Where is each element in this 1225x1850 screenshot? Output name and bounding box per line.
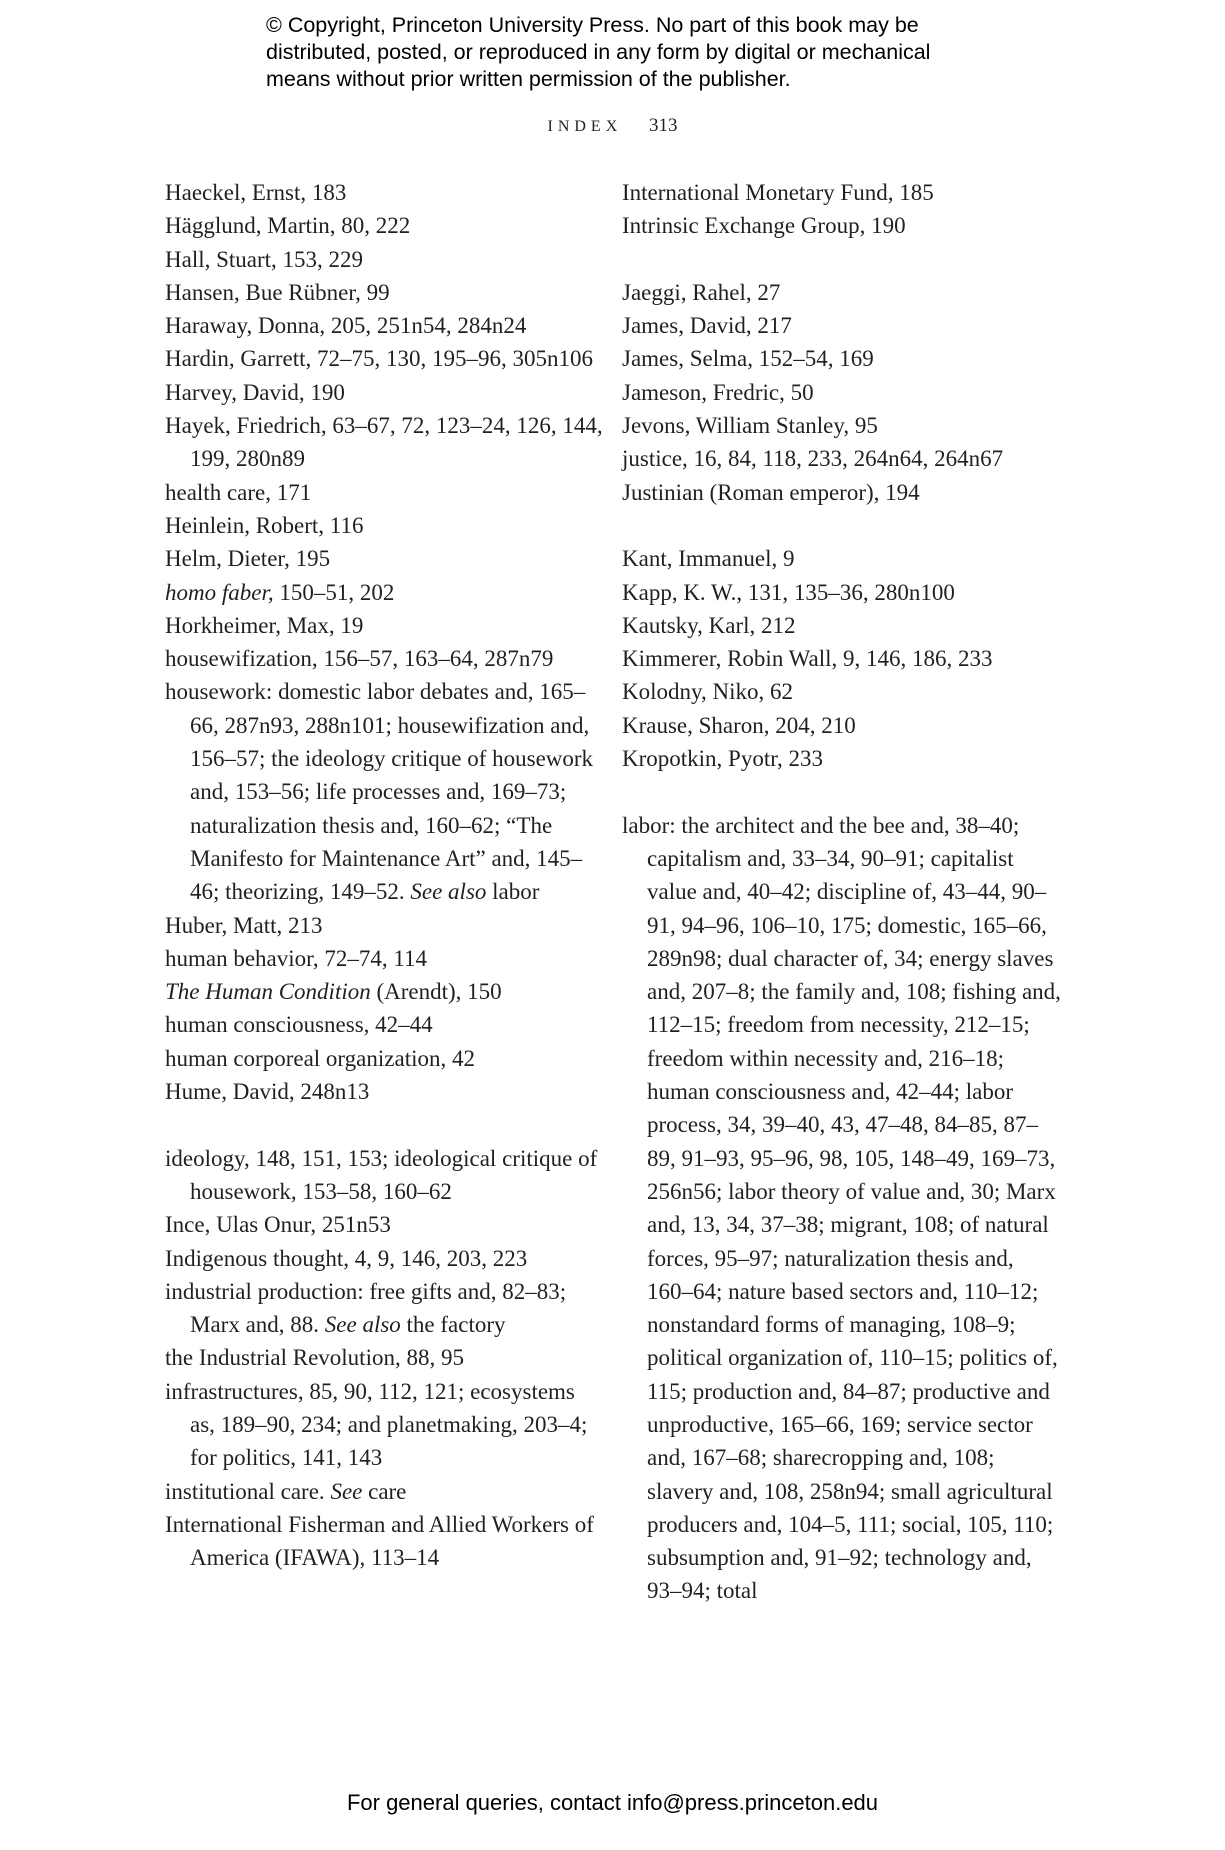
entry-text: human behavior, 72–74, 114	[165, 945, 428, 971]
index-entry	[622, 176, 1062, 209]
entry-text: Heinlein, Robert, 116	[165, 512, 364, 538]
letter-group-gap	[165, 1108, 605, 1141]
entry-text: Kant, Immanuel, 9	[622, 546, 795, 572]
footer-contact: For general queries, contact info@press.princeton.edu	[346, 1790, 879, 1815]
see-also-label: See also	[324, 1312, 401, 1338]
copyright-notice	[266, 12, 1026, 93]
entry-text: justice, 16, 84, 118, 233, 264n64, 264n67	[622, 446, 1004, 472]
entry-text: health care, 171	[165, 479, 312, 505]
index-entry	[165, 1508, 605, 1575]
index-entry	[165, 376, 605, 409]
entry-text: Hayek, Friedrich, 63–67, 72, 123–24, 126, 144, 199, 280n89	[165, 413, 603, 472]
entry-text: the Industrial Revolution, 88, 95	[165, 1345, 464, 1371]
letter-group-gap	[622, 775, 1062, 808]
entry-text: Jevons, William Stanley, 95	[622, 413, 878, 439]
index-entry	[165, 1042, 605, 1075]
index-entry	[165, 1208, 605, 1241]
entry-text: institutional care.	[165, 1478, 331, 1504]
index-entry	[622, 809, 1062, 1608]
entry-text: International Monetary Fund, 185	[622, 180, 934, 205]
index-entry	[165, 675, 605, 908]
entry-text: labor: the architect and the bee and, 38–40; capitalism and, 33–34, 90–91; capitalist value and, 40–42; discipline of, 43–44, 90–91, 94–96, 106–10, 175; domestic, 165–66, 289n98; dual character of, 34; energy slaves and, 207–8; the family and, 108; fishing and, 112–15; freedom from necessity, 212–15; freedom within necessity and, 216–18; human consciousness and, 42–44; labor process, 34, 39–40, 43, 47–48, 84–85, 87–89, 91–93, 95–96, 98, 105, 148–49, 169–73, 256n56; labor theory of value and, 30; Marx and, 13, 34, 37–38; migrant, 108; of natural forces, 95–97; naturalization thesis and, 160–64; nature based sectors and, 110–12; nonstandard forms of managing, 108–9; political organization of, 110–15; politics of, 115; production and, 84–87; productive and unproductive, 165–66, 169; service sector and, 167–68; sharecropping and, 108; slavery and, 108, 258n94; small agricultural producers and, 104–5, 111; social, 105, 110; subsumption and, 91–92; technology and, 93–94; total	[622, 812, 1061, 1604]
entry-text: James, David, 217	[622, 313, 792, 339]
page-number: 313	[649, 115, 678, 136]
entry-text: Hägglund, Martin, 80, 222	[165, 213, 411, 239]
index-entry	[622, 476, 1062, 509]
index-entry	[622, 309, 1062, 342]
entry-text: Helm, Dieter, 195	[165, 546, 331, 572]
entry-text: Haraway, Donna, 205, 251n54, 284n24	[165, 313, 527, 339]
copyright-line-1: © Copyright, Princeton University Press. No part of this book may be	[266, 13, 919, 37]
index-column-left	[165, 176, 605, 1574]
index-entry	[165, 342, 605, 375]
index-entry	[622, 276, 1062, 309]
entry-text: Hall, Stuart, 153, 229	[165, 246, 364, 272]
running-head-title: INDEX	[547, 118, 623, 135]
index-entry	[165, 309, 605, 342]
see-also-target: labor	[486, 879, 540, 905]
entry-text: Indigenous thought, 4, 9, 146, 203, 223	[165, 1245, 528, 1271]
index-entry	[165, 476, 605, 509]
entry-text: Intrinsic Exchange Group, 190	[622, 213, 906, 239]
see-also-label: See	[330, 1478, 363, 1504]
index-entry	[165, 1242, 605, 1275]
index-entry	[165, 276, 605, 309]
entry-text: James, Selma, 152–54, 169	[622, 346, 874, 372]
entry-text: 150–51, 202	[273, 579, 395, 605]
index-entry	[622, 376, 1062, 409]
entry-italic-term: homo faber,	[165, 579, 274, 605]
index-entry	[165, 609, 605, 642]
index-entry	[165, 1275, 605, 1342]
index-entry	[165, 1075, 605, 1108]
index-entry	[622, 409, 1062, 442]
entry-text: ideology, 148, 151, 153; ideological critique of housework, 153–58, 160–62	[165, 1145, 598, 1204]
index-entry	[165, 642, 605, 675]
entry-text: human corporeal organization, 42	[165, 1045, 475, 1071]
entry-text: Kapp, K. W., 131, 135–36, 280n100	[622, 579, 955, 605]
running-head	[0, 115, 1225, 137]
index-entry	[622, 576, 1062, 609]
index-entry	[622, 675, 1062, 708]
index-entry	[165, 576, 605, 609]
see-also-target: care	[362, 1478, 407, 1504]
index-entry	[165, 942, 605, 975]
copyright-line-2: distributed, posted, or reproduced in any form by digital or mechanical	[266, 40, 931, 64]
index-entry	[165, 509, 605, 542]
see-also-target: the factory	[400, 1312, 506, 1338]
index-entry	[165, 1475, 605, 1508]
entry-text: Justinian (Roman emperor), 194	[622, 479, 920, 505]
copyright-line-3: means without prior written permission of the publisher.	[266, 67, 791, 91]
index-entry	[622, 342, 1062, 375]
entry-text: industrial production: free gifts and, 82–83; Marx and, 88.	[165, 1278, 567, 1338]
entry-text: Kautsky, Karl, 212	[622, 612, 796, 638]
index-entry	[165, 409, 605, 476]
index-entry	[622, 642, 1062, 675]
entry-text: Kimmerer, Robin Wall, 9, 146, 186, 233	[622, 646, 993, 672]
index-entry	[165, 1008, 605, 1041]
index-entry	[165, 975, 605, 1008]
entry-text: (Arendt), 150	[370, 979, 502, 1005]
index-entry	[622, 709, 1062, 742]
entry-text: Horkheimer, Max, 19	[165, 612, 364, 638]
entry-text: Harvey, David, 190	[165, 379, 345, 405]
letter-group-gap	[622, 509, 1062, 542]
entry-text: Hume, David, 248n13	[165, 1079, 370, 1105]
index-entry	[165, 1341, 605, 1374]
entry-text: human consciousness, 42–44	[165, 1012, 433, 1038]
entry-text: Krause, Sharon, 204, 210	[622, 712, 856, 738]
entry-text: Kropotkin, Pyotr, 233	[622, 746, 823, 772]
index-entry	[622, 542, 1062, 575]
entry-text: Hardin, Garrett, 72–75, 130, 195–96, 305n106	[165, 346, 593, 372]
entry-italic-term: The Human Condition	[165, 979, 371, 1005]
index-entry	[165, 1375, 605, 1475]
index-entry	[165, 1142, 605, 1209]
index-entry	[165, 209, 605, 242]
entry-text: Jameson, Fredric, 50	[622, 379, 814, 405]
index-entry	[165, 176, 605, 209]
entry-text: International Fisherman and Allied Workers of America (IFAWA), 113–14	[165, 1511, 594, 1571]
letter-group-gap	[622, 243, 1062, 276]
index-entry	[622, 209, 1062, 242]
entry-text: Haeckel, Ernst, 183	[165, 180, 347, 205]
see-also-label: See also	[410, 879, 487, 905]
entry-text: infrastructures, 85, 90, 112, 121; ecosystems as, 189–90, 234; and planetmaking, 203–4; for politics, 141, 143	[165, 1378, 588, 1471]
entry-text: Huber, Matt, 213	[165, 912, 323, 938]
index-entry	[165, 909, 605, 942]
index-entry	[165, 542, 605, 575]
entry-text: Ince, Ulas Onur, 251n53	[165, 1212, 391, 1238]
index-column-right	[622, 176, 1062, 1608]
entry-text: Kolodny, Niko, 62	[622, 679, 794, 705]
index-entry	[622, 742, 1062, 775]
entry-text: housewifization, 156–57, 163–64, 287n79	[165, 646, 554, 672]
entry-text: Jaeggi, Rahel, 27	[622, 279, 781, 305]
entry-text: Hansen, Bue Rübner, 99	[165, 279, 390, 305]
entry-text: housework: domestic labor debates and, 165–66, 287n93, 288n101; housewifization and, 156–57; the ideology critique of housework and, 153–56; life processes and, 169–73; naturalization thesis and, 160–62; “The Manifesto for Maintenance Art” and, 145–46; theorizing, 149–52.	[165, 679, 594, 905]
index-entry	[165, 243, 605, 276]
index-entry	[622, 442, 1062, 475]
index-entry	[622, 609, 1062, 642]
